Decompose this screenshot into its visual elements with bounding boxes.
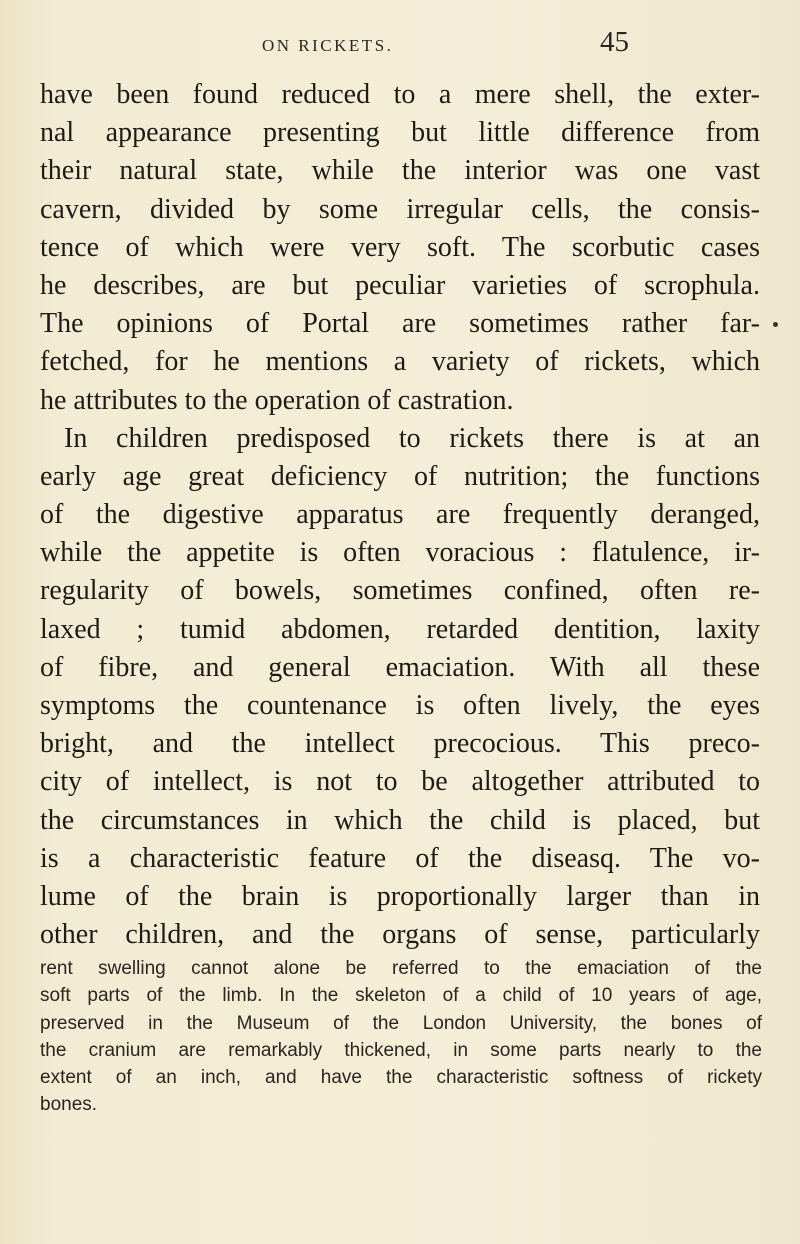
body-line: other children, and the organs of sense, particularly [40,919,760,951]
footnote-line: soft parts of the limb. In the skeleton of a child of 10 years of age, [40,985,762,1007]
body-line: In children predisposed to rickets there is at an [64,422,760,454]
body-line: he attributes to the operation of castration. [40,384,514,416]
body-line: while the appetite is often voracious : flatulence, ir- [40,537,760,569]
body-line: laxed ; tumid abdomen, retarded dentition, laxity [40,613,760,645]
body-line: regularity of bowels, sometimes confined, often re- [40,575,760,607]
body-line: the circumstances in which the child is placed, but [40,804,760,836]
body-line: early age great deficiency of nutrition; the functions [40,460,760,492]
body-line: fetched, for he mentions a variety of rickets, which [40,346,760,378]
body-line: of fibre, and general emaciation. With all these [40,651,760,683]
body-text [40,76,760,954]
footnote [40,955,762,1119]
running-title: ON RICKETS. [262,36,394,55]
body-line: is a characteristic feature of the diseasq. The vo- [40,842,760,874]
body-line: their natural state, while the interior was one vast [40,155,760,187]
body-line: cavern, divided by some irregular cells, the consis- [40,193,760,225]
page-header [0,26,800,66]
body-line: nal appearance presenting but little difference from [40,117,760,149]
footnote-line: rent swelling cannot alone be referred to the emaciation of the [40,958,762,979]
page-number: 45 [600,26,629,58]
body-line: have been found reduced to a mere shell, the exter- [40,79,760,110]
body-line: city of intellect, is not to be altogether attributed to [40,766,760,798]
footnote-line: extent of an inch, and have the characteristic softness of rickety [40,1067,762,1089]
footnote-line: preserved in the Museum of the London University, the bones of [40,1012,762,1034]
body-line: of the digestive apparatus are frequently deranged, [40,499,760,531]
footnote-line: the cranium are remarkably thickened, in some parts nearly to the [40,1039,762,1061]
body-line: The opinions of Portal are sometimes rather far- [40,308,760,340]
body-line: symptoms the countenance is often lively, the eyes [40,690,760,721]
body-line: he describes, are but peculiar varieties of scrophula. [40,269,760,301]
margin-mark [773,322,778,327]
body-line: tence of which were very soft. The scorbutic cases [40,231,760,263]
footnote-line: bones. [40,1094,98,1116]
body-line: lume of the brain is proportionally larger than in [40,880,760,912]
body-line: bright, and the intellect precocious. This preco- [40,728,760,760]
